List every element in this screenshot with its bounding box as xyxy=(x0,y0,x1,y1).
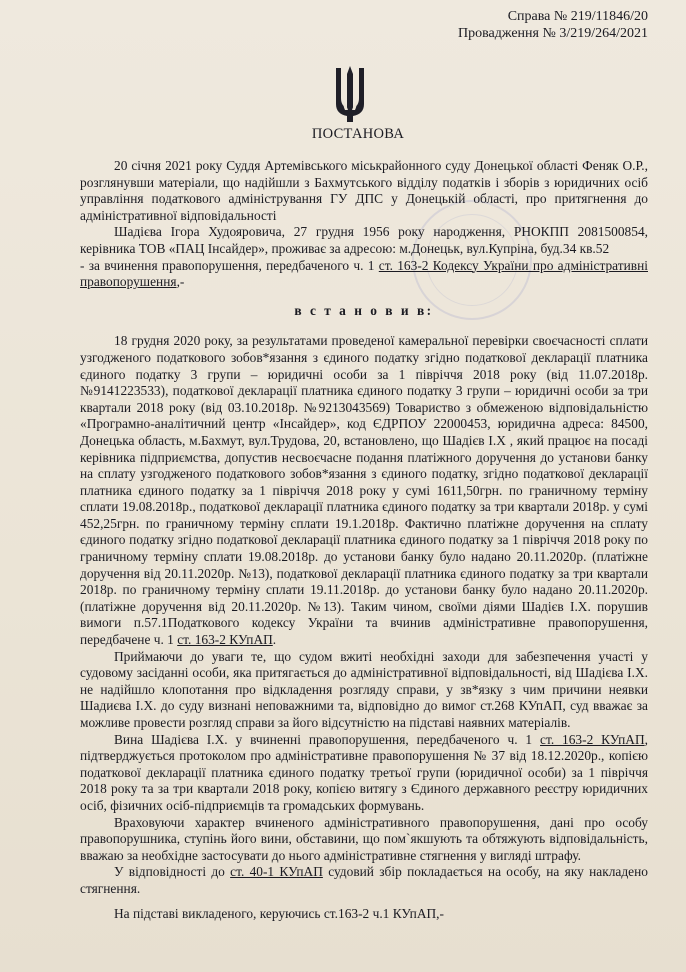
law-link-163-2[interactable]: ст. 163-2 КУпАП xyxy=(177,632,273,648)
proceeding-number: Провадження № 3/219/264/2021 xyxy=(457,26,648,41)
established-heading: в с т а н о в и в: xyxy=(294,302,434,318)
document-body xyxy=(80,158,648,922)
law-link-40-1[interactable]: ст. 40-1 КУпАП xyxy=(230,864,323,880)
paragraph-defendant: Шадієва Ігора Худояровича, 27 грудня 1956 року народження, РНОКПП 2081500854, керівника ТОВ «ПАЦ Інсайдер», проживає за адресою: м.Донецьк, вул.Купріна, буд.34 кв.52 xyxy=(80,224,648,256)
law-link-code[interactable]: ст. 163-2 Кодексу України про адміністративні правопорушення xyxy=(80,257,648,290)
paragraph-penalty: Враховуючи характер вчиненого адміністративного правопорушення, дані про особу правопорушника, ступінь його вини, обставини, що пом`якшують та обтяжують відповідальність, вважаю за необхідне застосувати до нього адміністративне стягнення у вигляді штрафу. xyxy=(80,814,648,863)
paragraph-charge: - за вчинення правопорушення, передбаченого ч. 1 ст. 163-2 Кодексу України про адміністративні правопорушення,- xyxy=(80,257,648,290)
paragraph-absence: Приймаючи до уваги те, що судом вжиті необхідні заходи для забезпечення участі у судовому засіданні особи, яка притягається до адміністративної відповідальності, від Шадієва І.Х. не надійшло клопотання про відкладення розгляду справи, у зв*язку з чим причини неявки Шадиєва І.Х. до суду визнані неповажними та, відповідно до вимог ст.268 КУпАП, суд вважає за можливе провести розгляд справи за його відсутністю на підставі наявних матеріалів. xyxy=(80,648,648,730)
paragraph-facts: 18 грудня 2020 року, за результатами проведеної камеральної перевірки своєчасності сплати узгодженого податкового зобов*язання з єдиного податку згідно податкової декларації платника єдиного податку 3 групи – юридичні особи за 1 півріччя 2018 року (від 11.07.2018р. №9141223533), податкової декларації платника єдиного податку 3 групи – юридичні особи за три квартали 2018 року (від 03.10.2018р. №9213043569) Товариство з обмеженою відповідальністю «Програмно-аналітичний центр «Інсайдер», код ЄДРПОУ 22000453, юридична адреса: 84500, Донецька область, м.Бахмут, вул.Трудова, 20, встановлено, що Шадієв І.Х , який працює на посаді керівника підприємства, допустив несвоєчасне подання платіжного доручення до установи банку на сплату узгодженого податкового зобов*язання з єдиного податку, згідно податкової декларації платника єдиного податку за 1 півріччя 2018 року у сумі 1611,50грн. по граничному терміну сплати 19.08.2018р., податкової декларації платника єдиного податку за три квартали 2018р. у сумі 452,25грн. по граничному терміну сплати 19.1.2018р. Фактично платіжне доручення на сплату єдиного податку згідно податкової декларації платника єдиного податку за 1 півріччя 2018 року по граничному терміну сплати 19.08.2018р. до установи банку було надано 20.11.2020р. (платіжне доручення від 20.11.2020р. №13), податкової декларації платника єдиного податку за три квартали 2018р. по граничному терміну сплати 19.11.2018р. до установи банку було надано 20.11.2020р. (платіжне доручення від 20.11.2020р. №13). Таким чином, своїми діями Шадієв І.Х. порушив вимоги п.57.1Податкового кодексу України та вчинив адміністративне правопорушення, передбачене ч. 1 ст. 163-2 КУпАП. xyxy=(80,333,648,648)
document-title: ПОСТАНОВА xyxy=(311,126,405,142)
law-link-163-2-guilt[interactable]: ст. 163-2 КУпАП xyxy=(540,731,645,747)
case-number: Справа № 219/11846/20 xyxy=(507,9,648,24)
paragraph-intro: 20 січня 2021 року Суддя Артемівського міськрайонного суду Донецької області Феняк О.Р., розглянувши матеріали, що надійшли з Бахмутського відділу податків і зборів з юридичних осіб управління податкового адміністрування ГУ ДПС у Донецькій області, про притягнення до адміністративної відповідальності xyxy=(80,158,648,223)
paragraph-guilt: Вина Шадієва І.Х. у вчиненні правопорушення, передбаченого ч. 1 ст. 163-2 КУпАП, підтверджується протоколом про адміністративне правопорушення № 37 від 18.12.2020р., копією податкової декларації платника єдиного податку третьої групи (юридичної особи) за 1 півріччя 2018 року та за три квартали 2018 року, копією витягу з Єдиного державного реєстру юридичних осіб, фізичних осіб-підприємців та громадських формувань. xyxy=(80,731,648,813)
trident-emblem-icon xyxy=(333,64,367,124)
paragraph-conclusion: На підставі викладеного, керуючись ст.163-2 ч.1 КУпАП,- xyxy=(114,905,444,921)
case-reference xyxy=(458,8,648,42)
paragraph-court-fee: У відповідності до ст. 40-1 КУпАП судовий збір покладається на особу, на яку накладено стягнення. xyxy=(80,864,648,896)
